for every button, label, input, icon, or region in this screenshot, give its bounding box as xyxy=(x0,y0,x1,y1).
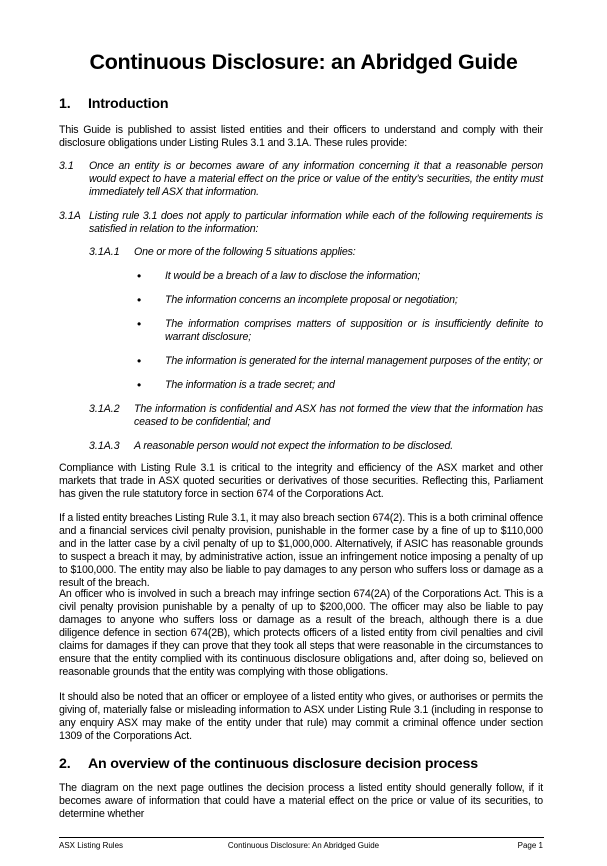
section-2-heading xyxy=(59,756,478,772)
section-1-heading xyxy=(59,96,168,112)
section-1-number: 1. xyxy=(59,96,71,112)
section-2-number: 2. xyxy=(59,756,71,772)
situation-item: The information is generated for the internal management purposes of the entity; or xyxy=(165,355,543,367)
footer-center: Continuous Disclosure: An Abridged Guide xyxy=(227,841,380,850)
rule-3-1-number: 3.1 xyxy=(59,160,74,172)
rule-3-1a-3-number: 3.1A.3 xyxy=(89,440,120,452)
footer-page-number: Page 1 xyxy=(517,841,543,850)
footer-left: ASX Listing Rules xyxy=(59,841,124,850)
rule-3-1a-1-number: 3.1A.1 xyxy=(89,246,120,258)
rule-3-1a-1-text: One or more of the following 5 situations applies: xyxy=(134,246,356,258)
bullet-icon: • xyxy=(137,293,142,307)
section-1-title: Introduction xyxy=(88,96,169,112)
bullet-icon: • xyxy=(137,354,142,368)
rule-3-1a-2-text: The information is confidential and ASX has not formed the view that the information has ceased to be confidential; and xyxy=(134,403,543,428)
section-2-title: An overview of the continuous disclosure decision process xyxy=(88,756,478,772)
bullet-icon: • xyxy=(137,378,142,392)
rule-3-1a-text: Listing rule 3.1 does not apply to particular information while each of the following requirements is satisfied in relation to the information: xyxy=(89,210,543,235)
body-paragraph: Compliance with Listing Rule 3.1 is critical to the integrity and efficiency of the ASX market and other markets that trade in ASX quoted securities or derivatives of those securities. Reflecting this, Parliament has given the rule statutory force in section 674 of the Corporations Act. xyxy=(59,462,543,500)
bullet-icon: • xyxy=(137,269,142,283)
body-paragraph: It should also be noted that an officer or employee of a listed entity who gives, or authorises or permits the giving of, materially false or misleading information to ASX under Listing Rule 3.1 (including in response to any enquiry ASX may make of the entity under that rule) may commit a criminal offence under section 1309 of the Corporations Act. xyxy=(59,691,543,742)
situation-item: The information concerns an incomplete proposal or negotiation; xyxy=(165,294,458,306)
rule-3-1a-2-number: 3.1A.2 xyxy=(89,403,120,415)
body-paragraph: If a listed entity breaches Listing Rule 3.1, it may also breach section 674(2). This is a both criminal offence and a financial services civil penalty provision, punishable in the former case by a fine of up to $110,000 and in the latter case by a civil penalty of up to $1,000,000. Alternatively, if ASIC has reasonable grounds to suspect a breach it may, by administrative action, issue an infringement notice imposing a penalty of up to $100,000. The entity may also be liable to pay damages to any person who suffers loss or damage as a result of the breach. xyxy=(59,512,543,589)
bullet-icon: • xyxy=(137,317,142,331)
page-title: Continuous Disclosure: an Abridged Guide xyxy=(89,50,518,74)
situation-item: The information is a trade secret; and xyxy=(165,379,335,391)
footer-divider xyxy=(59,837,544,838)
body-paragraph: An officer who is involved in such a breach may infringe section 674(2A) of the Corporations Act. This is a civil penalty provision punishable by a penalty of up to $200,000. The officer may also be liable to pay damages to anyone who suffers loss or damage as a result of the breach, although there is a due diligence defence in section 674(2B), which protects officers of a listed entity from civil penalties and civil claims for damages if they can prove that they took all steps that were reasonable in the circumstances to ensure that the entity complied with its continuous disclosure obligations and, after doing so, believed on reasonable grounds that the entity was complying with those obligations. xyxy=(59,588,543,678)
rule-3-1a-number: 3.1A xyxy=(59,210,81,222)
intro-paragraph: This Guide is published to assist listed entities and their officers to understand and comply with their disclosure obligations under Listing Rules 3.1 and 3.1A. These rules provide: xyxy=(59,124,543,149)
section-2-paragraph: The diagram on the next page outlines the decision process a listed entity should generally follow, if it becomes aware of information that could have a material effect on the price or value of its securities, to determine whether xyxy=(59,782,543,820)
rule-3-1a-3-text: A reasonable person would not expect the information to be disclosed. xyxy=(134,440,454,452)
rule-3-1-text: Once an entity is or becomes aware of any information concerning it that a reasonable person would expect to have a material effect on the price or value of the entity’s securities, the entity must immediately tell ASX that information. xyxy=(89,160,543,198)
situation-item: The information comprises matters of supposition or is insufficiently definite to warrant disclosure; xyxy=(165,318,543,343)
situation-item: It would be a breach of a law to disclose the information; xyxy=(165,270,421,282)
